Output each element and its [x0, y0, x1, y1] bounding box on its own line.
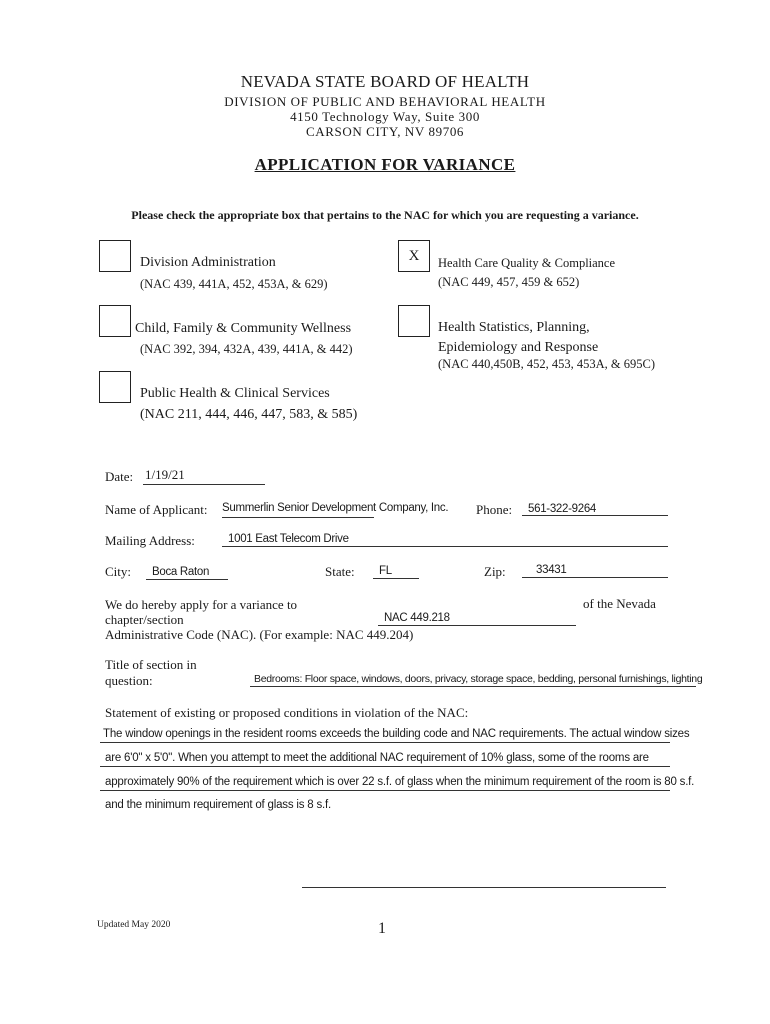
state-underline: [373, 578, 419, 579]
zip-field[interactable]: 33431: [536, 564, 567, 576]
date-underline: [143, 484, 265, 485]
division-title: DIVISION OF PUBLIC AND BEHAVIORAL HEALTH: [224, 94, 546, 109]
section-underline: [378, 625, 576, 626]
option-label-health-statistics: Health Statistics, Planning,: [438, 320, 590, 335]
updated-date: Updated May 2020: [97, 920, 171, 930]
option-nac-health-statistics: (NAC 440,450B, 452, 453, 453A, & 695C): [438, 357, 656, 371]
statement-line[interactable]: The window openings in the resident rooms exceeds the building code and NAC requirements. The actual window sizes: [103, 728, 690, 740]
address-line-2: CARSON CITY, NV 89706: [305, 124, 465, 139]
option-label-division-administration: Division Administration: [140, 255, 276, 270]
statement-line[interactable]: and the minimum requirement of glass is 8 s.f.: [105, 799, 332, 811]
variance-line-1: We do hereby apply for a variance to: [105, 597, 298, 612]
page-number: 1: [378, 920, 386, 937]
statement-label: Statement of existing or proposed conditions in violation of the NAC:: [105, 705, 469, 720]
option-nac-division-administration: (NAC 439, 441A, 452, 453A, & 629): [140, 277, 328, 291]
applicant-label: Name of Applicant:: [105, 502, 208, 517]
mailing-underline: [222, 546, 668, 547]
zip-label: Zip:: [484, 564, 506, 579]
form-title: APPLICATION FOR VARIANCE: [254, 155, 516, 174]
statement-underline: [100, 742, 670, 743]
checkbox-health-statistics[interactable]: [398, 305, 430, 337]
checkbox-public-health[interactable]: [99, 371, 131, 403]
instruction-text: Please check the appropriate box that pertains to the NAC for which you are requesting a variance.: [131, 208, 639, 222]
title-section-label-2: question:: [105, 673, 153, 688]
phone-field[interactable]: 561-322-9264: [528, 503, 597, 515]
zip-underline: [522, 577, 668, 578]
signature-line: [302, 887, 666, 888]
title-section-label-1: Title of section in: [105, 657, 197, 672]
mailing-field[interactable]: 1001 East Telecom Drive: [228, 533, 349, 545]
address-line-1: 4150 Technology Way, Suite 300: [290, 109, 480, 124]
board-title: NEVADA STATE BOARD OF HEALTH: [240, 72, 530, 91]
option-label-child-family-wellness: Child, Family & Community Wellness: [135, 321, 352, 336]
checkbox-health-care-quality[interactable]: X: [398, 240, 430, 272]
statement-line[interactable]: are 6'0" x 5'0". When you attempt to meet the additional NAC requirement of 10% glass, some of the rooms are: [105, 752, 649, 764]
date-label: Date:: [105, 469, 134, 484]
title-section-underline: [250, 686, 696, 687]
phone-label: Phone:: [476, 502, 513, 517]
city-label: City:: [105, 564, 132, 579]
variance-line-1-right: of the Nevada: [583, 596, 656, 611]
title-section-field[interactable]: Bedrooms: Floor space, windows, doors, privacy, storage space, bedding, personal furnishings, lighting: [254, 673, 703, 685]
section-field[interactable]: NAC 449.218: [384, 612, 450, 624]
state-field[interactable]: FL: [379, 565, 392, 577]
option-label2-health-statistics: Epidemiology and Response: [438, 340, 599, 355]
variance-line-2: chapter/section: [105, 612, 184, 627]
option-nac-child-family-wellness: (NAC 392, 394, 432A, 439, 441A, & 442): [140, 342, 353, 356]
statement-underline: [100, 766, 670, 767]
mailing-label: Mailing Address:: [105, 533, 195, 548]
statement-line[interactable]: approximately 90% of the requirement which is over 22 s.f. of glass when the minimum requirement of the room is 80 s.f.: [105, 776, 695, 788]
state-label: State:: [325, 564, 355, 579]
applicant-field[interactable]: Summerlin Senior Development Company, Inc.: [222, 502, 449, 514]
variance-line-3: Administrative Code (NAC). (For example: NAC 449.204): [105, 627, 414, 642]
option-nac-public-health: (NAC 211, 444, 446, 447, 583, & 585): [140, 407, 358, 422]
phone-underline: [522, 515, 668, 516]
checkbox-division-administration[interactable]: [99, 240, 131, 272]
date-field[interactable]: 1/19/21: [145, 467, 185, 482]
city-field[interactable]: Boca Raton: [152, 566, 210, 578]
option-label-health-care-quality: Health Care Quality & Compliance: [438, 256, 616, 270]
option-label-public-health: Public Health & Clinical Services: [140, 386, 330, 401]
city-underline: [146, 579, 228, 580]
applicant-underline: [222, 517, 374, 518]
statement-underline: [100, 790, 670, 791]
checkbox-child-family-wellness[interactable]: [99, 305, 131, 337]
option-nac-health-care-quality: (NAC 449, 457, 459 & 652): [438, 275, 580, 289]
